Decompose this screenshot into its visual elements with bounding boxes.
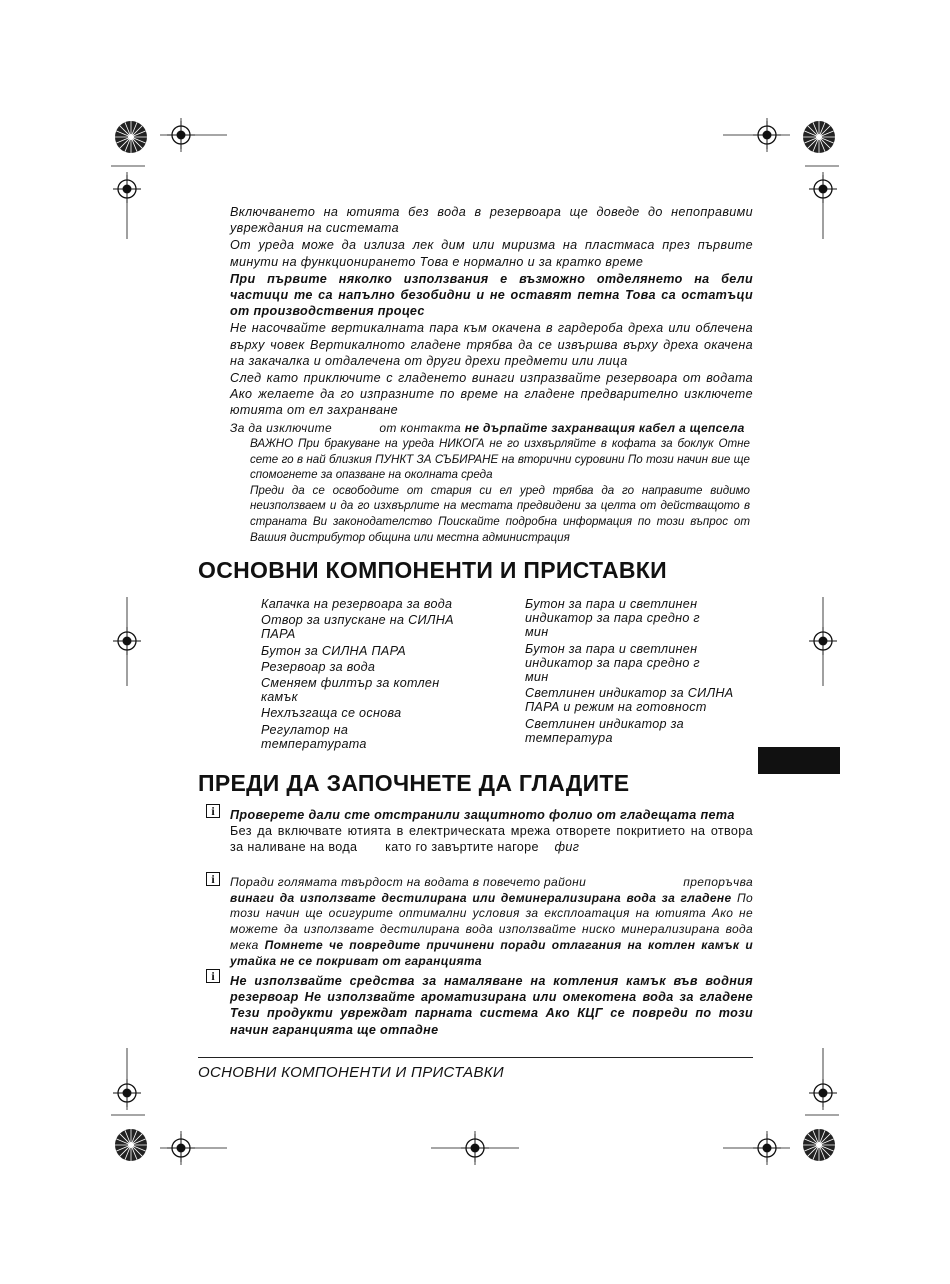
footer-title: ОСНОВНИ КОМПОНЕНТИ И ПРИСТАВКИ (198, 1064, 504, 1081)
unplug-text-mid: от контакта (379, 420, 462, 435)
component-item: Регулатор на температурата (261, 722, 367, 751)
info-icon: i (206, 872, 220, 886)
recommends-text: препоръчва (683, 875, 753, 889)
intro-paragraph-4: Не насочвайте вертикалната пара към окачена в гардероба дреха или облечена върху човек Вертикалното гладене трябва да се извършва върху дреха окачена на закачалка и отдалечена от други дрехи предмети или лица (230, 321, 753, 368)
figure-reference: фиг (554, 840, 580, 855)
optimal-conditions-text: По този начин ще осигурите оптимални условия за експлоатация на ютията Ако не можете да използвате дестилирана вода използвайте ниско минерализирана вода мека (230, 890, 754, 952)
intro-block (230, 204, 753, 436)
warranty-exclusion-bold: Помнете че повредите причинени поради отлагания на котлен камък и утайка не се покриват от гаранцията (230, 937, 753, 968)
component-item: Нехлъзгаща се основа (261, 706, 402, 721)
open-filler-text: Без да включвате ютията в електрическата мрежа отворете покритието на отвора за наливане на вода (230, 824, 753, 855)
components-list-left (261, 597, 471, 753)
intro-paragraph-1: Включването на ютията без вода в резервоара ще доведе до непоправими увреждания на системата (230, 205, 753, 236)
unplug-text-start: За да изключите (230, 420, 332, 435)
open-filler-tail: като го завъртите нагоре (385, 840, 539, 855)
important-disposal-note: ВАЖНО При бракуване на уреда НИКОГА не го изхвърляйте в кофата за боклук Отне сете го в най близкия ПУНКТ ЗА СЪБИРАНЕ на вторични суровини По този начин вие ще спомогнете за опазване на околната среда (250, 437, 750, 482)
component-item: Светлинен индикатор за температура (525, 716, 684, 745)
no-descaler-warning: Не използвайте средства за намаляване на котления камък във водния резервоар Не използвайте ароматизирана или омекотена вода за гладене Тези продукти увреждат парната система Ако КЦГ се повреди по този начин гаранцията ще отпадне (230, 974, 753, 1037)
section-title-before-ironing: ПРЕДИ ДА ЗАПОЧНЕТЕ ДА ГЛАДИТЕ (198, 770, 630, 796)
footer-rule (198, 1057, 753, 1058)
component-item: Резервоар за вода (261, 659, 376, 674)
water-recommendation (230, 891, 753, 970)
components-list-right (525, 597, 750, 747)
intro-paragraph-5: След като приключите с гладенето винаги изпразвайте резервоара от водата Ако желаете да го изпразните по време на гладене предварително изключете ютията от ел захранване (230, 371, 753, 418)
info-icon: i (206, 969, 220, 983)
component-item: Бутон за пара и светлинен индикатор за пара средно г мин (525, 641, 700, 685)
info-icon: i (206, 804, 220, 818)
component-item: Бутон за пара и светлинен индикатор за пара средно г мин (525, 597, 700, 640)
intro-paragraph-3: При първите няколко използвания е възможно отделянето на бели частици те са напълно безобидни и не оставят петна Това са остатъци от производствения процес (230, 271, 753, 319)
before-ironing-item-1 (230, 807, 753, 856)
section-title-components: ОСНОВНИ КОМПОНЕНТИ И ПРИСТАВКИ (198, 557, 667, 583)
before-ironing-item-2 (230, 875, 753, 969)
component-item: Отвор за изпускане на СИЛНА ПАРА (261, 613, 454, 642)
component-item: Капачка на резервоара за вода (261, 597, 453, 611)
intro-paragraph-2: От уреда може да излиза лек дим или миризма на пластмаса през първите минути на функционирането Това е нормално и за кратко време (230, 238, 753, 269)
intro-paragraph-6 (230, 420, 753, 436)
remove-foil-instruction: Проверете дали сте отстранили защитното фолио от гладещата пета (230, 808, 735, 822)
language-tab-marker (758, 747, 840, 774)
unplug-warning-bold: не дърпайте захранващия кабел а щепсела (464, 420, 745, 435)
open-filler-instruction (230, 823, 753, 855)
component-item: Сменяем филтър за котлен камък (261, 676, 440, 705)
before-ironing-item-3 (230, 973, 753, 1038)
use-distilled-water-bold: винаги да използвате дестилирана или деминерализирана вода за гладене (230, 890, 732, 905)
water-hardness-text: Поради голямата твърдост на водата в повечето райони (230, 875, 587, 889)
important-disposal-instructions: Преди да се освободите от стария си ел уред трябва да го направите видимо неизползваем и да го изхвърлите на местата предвидени за целта от действащото в страната Ви законодателство Поискайте подробна информация по този въпрос от Вашия дистрибутор община или местна администрация (250, 483, 750, 544)
component-item: Светлинен индикатор за СИЛНА ПАРА и режим на готовност (525, 686, 734, 715)
component-item: Бутон за СИЛНА ПАРА (261, 643, 406, 658)
important-block (250, 436, 750, 545)
water-hardness-line (230, 875, 753, 891)
